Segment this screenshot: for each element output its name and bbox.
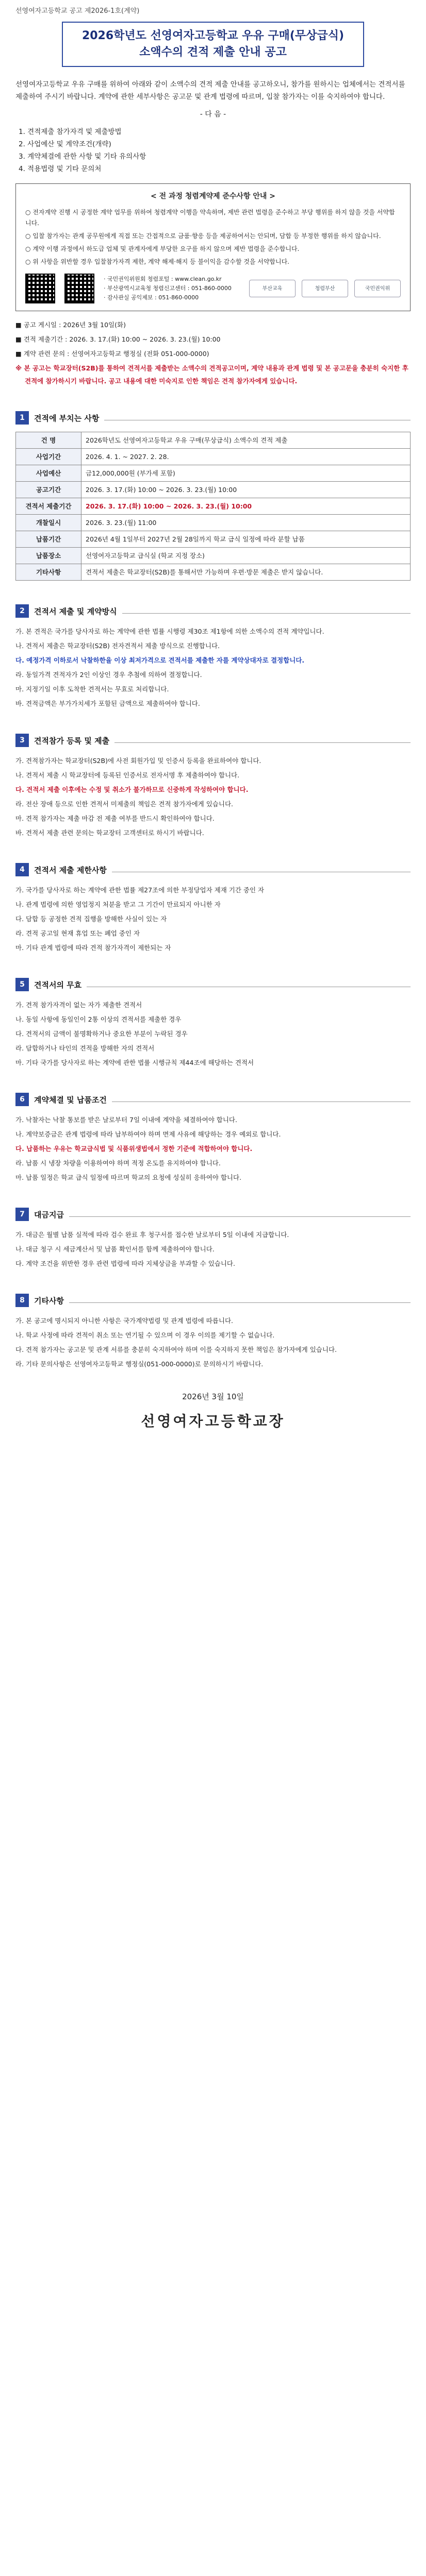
logo-row: [249, 280, 401, 297]
row-value: 2026학년도 선영여자고등학교 우유 구매(무상급식) 소액수의 견적 제출: [81, 432, 411, 449]
section-number: 8: [15, 1294, 29, 1307]
row-value: 금12,000,000원 (부가세 포함): [81, 465, 411, 482]
body-line: 나. 견적서 제출 시 학교장터에 등록된 인증서로 전자서명 후 제출하여야 합니다.: [15, 771, 240, 779]
section-body: [15, 998, 411, 1069]
table-row: [16, 498, 411, 515]
intro-section: [15, 78, 411, 175]
notice-number: 선영여자고등학교 공고 제2026-1호(계약): [15, 7, 140, 15]
intro-list: [15, 126, 411, 175]
section-6: [15, 1093, 411, 1184]
section-7: [15, 1208, 411, 1270]
link-list: [104, 275, 232, 302]
link-item: · 부산광역시교육청 청렴신고센터 : 051-860-0000: [104, 285, 232, 292]
row-value: 견적서 제출은 학교장터(S2B)를 통해서만 가능하며 우편·방문 제출은 받지 않습니다.: [81, 564, 411, 581]
row-key: 개찰일시: [16, 515, 81, 531]
notice-paragraph: ○ 입찰 참가자는 관계 공무원에게 직접 또는 간접적으로 금품·향응 등을 제공하여서는 안되며, 담합 등 부정한 행위를 하지 않습니다.: [25, 232, 381, 240]
section-title: 견적서 제출 및 계약방식: [34, 606, 117, 616]
body-line: 마. 견적 참가자는 제출 마감 전 제출 여부를 반드시 확인하여야 합니다.: [15, 815, 215, 822]
body-line: 다. 계약 조건을 위반한 경우 관련 법령에 따라 지체상금을 부과할 수 있습니다.: [15, 1260, 235, 1267]
table-row: [16, 531, 411, 548]
body-line: 다. 납품하는 우유는 학교급식법 및 식품위생법에서 정한 기준에 적합하여야 합니다.: [15, 1145, 253, 1153]
section-body: [15, 754, 411, 839]
body-line: 라. 전산 장애 등으로 인한 견적서 미제출의 책임은 견적 참가자에게 있습니다.: [15, 800, 234, 808]
body-line: 마. 지정기일 이후 도착한 견적서는 무효로 처리합니다.: [15, 685, 169, 693]
row-key: 건 명: [16, 432, 81, 449]
body-line: 바. 견적서 제출 관련 문의는 학교장터 고객센터로 하시기 바랍니다.: [15, 829, 204, 837]
body-line: 가. 대금은 월별 납품 실적에 따라 검수 완료 후 청구서를 접수한 날로부터 5일 이내에 지급합니다.: [15, 1231, 289, 1239]
row-key: 사업예산: [16, 465, 81, 482]
section-header: [15, 1093, 411, 1106]
school-name: 선영여자고등학교장: [141, 1413, 285, 1430]
body-line: 다. 견적서 제출 이후에는 수정 및 취소가 불가하므로 신중하게 작성하여야 합니다.: [15, 786, 249, 793]
section-header: [15, 1294, 411, 1307]
section-title: 견적에 부치는 사항: [34, 413, 100, 423]
body-line: 마. 기타 관계 법령에 따라 견적 참가자격이 제한되는 자: [15, 944, 171, 952]
notice-paragraph: ○ 계약 이행 과정에서 하도급 업체 및 관계자에게 부당한 요구를 하지 않으며 제반 법령을 준수합니다.: [25, 245, 300, 252]
row-key: 납품장소: [16, 548, 81, 564]
body-line: 가. 낙찰자는 낙찰 통보를 받은 날로부터 7일 이내에 계약을 체결하여야 합니다.: [15, 1116, 237, 1124]
body-line: 가. 본 견적은 국가를 당사자로 하는 계약에 관한 법률 시행령 제30조 제1항에 의한 소액수의 견적 계약입니다.: [15, 628, 324, 635]
section-title: 기타사항: [34, 1296, 64, 1306]
body-line: 라. 기타 문의사항은 선영여자고등학교 행정실(051-000-0000)로 문의하시기 바랍니다.: [15, 1360, 264, 1368]
section-title: 계약체결 및 납품조건: [34, 1095, 107, 1105]
section-number: 7: [15, 1208, 29, 1221]
qr-row: [25, 274, 401, 303]
intro-center: - 다 음 -: [200, 110, 226, 118]
section-number: 5: [15, 978, 29, 991]
link-item[interactable]: · 국민권익위원회 청렴포털 : www.clean.go.kr: [104, 276, 222, 282]
body-line: 나. 관계 법령에 의한 영업정지 처분을 받고 그 기간이 만료되지 아니한 자: [15, 901, 221, 908]
table-row: [16, 449, 411, 465]
section-1: [15, 411, 411, 581]
body-line: 나. 계약보증금은 관계 법령에 따라 납부하여야 하며 면제 사유에 해당하는 경우 예외로 합니다.: [15, 1130, 281, 1138]
body-line: 라. 견적 공고일 현재 휴업 또는 폐업 중인 자: [15, 929, 140, 937]
row-value: 2026. 3. 17.(화) 10:00 ~ 2026. 3. 23.(월) 10:00: [81, 498, 411, 515]
body-line: 나. 동일 사항에 동일인이 2통 이상의 견적서를 제출한 경우: [15, 1015, 182, 1023]
notes-section: [15, 318, 411, 387]
body-line: 가. 견적참가자는 학교장터(S2B)에 사전 회원가입 및 인증서 등록을 완료하여야 합니다.: [15, 757, 261, 765]
body-line: 다. 견적 참가자는 공고문 및 관계 서류를 충분히 숙지하여야 하며 이를 숙지하지 못한 책임은 참가자에게 있습니다.: [15, 1346, 337, 1353]
body-line: 다. 담합 등 공정한 견적 집행을 방해한 사실이 있는 자: [15, 915, 167, 923]
section-body: [15, 1228, 411, 1270]
logo: 부산교육: [249, 280, 296, 297]
body-line: 가. 국가를 당사자로 하는 계약에 관한 법률 제27조에 의한 부정당업자 제재 기간 중인 자: [15, 886, 265, 894]
integrity-notice-box: [15, 183, 411, 311]
table-row: [16, 482, 411, 498]
notice-date: 2026년 3월 10일: [182, 1392, 244, 1401]
title-box: [62, 22, 364, 67]
intro-item: 4. 적용법령 및 기타 문의처: [19, 165, 102, 173]
section-header: [15, 604, 411, 618]
intro-item: 1. 견적제출 참가자격 및 제출방법: [19, 128, 122, 136]
body-line: 라. 담합하거나 타인의 견적을 방해한 자의 견적서: [15, 1044, 155, 1052]
divider: [122, 613, 411, 614]
qr-code-icon[interactable]: [64, 274, 94, 303]
intro-item: 3. 계약체결에 관한 사항 및 기타 유의사항: [19, 152, 146, 161]
section-body: [15, 625, 411, 710]
info-table: [15, 432, 411, 581]
body-line: 라. 동일가격 견적자가 2인 이상인 경우 추첨에 의하여 결정합니다.: [15, 671, 202, 679]
body-line: 가. 본 공고에 명시되지 아니한 사항은 국가계약법령 및 관계 법령에 따릅니다.: [15, 1317, 234, 1325]
section-header: [15, 734, 411, 747]
section-title: 대금지급: [34, 1210, 64, 1219]
note-item: ■ 견적 제출기간 : 2026. 3. 17.(화) 10:00 ~ 2026. 3. 23.(월) 10:00: [15, 335, 221, 343]
section-body: [15, 1113, 411, 1184]
divider: [69, 1302, 411, 1303]
body-line: 마. 기타 국가를 당사자로 하는 계약에 관한 법률 시행규칙 제44조에 해당하는 견적서: [15, 1059, 254, 1066]
body-line: 라. 납품 시 냉장 차량을 이용하여야 하며 적정 온도를 유지하여야 합니다.: [15, 1159, 221, 1167]
intro-item: 2. 사업예산 및 계약조건(개략): [19, 140, 111, 148]
body-line: 바. 견적금액은 부가가치세가 포함된 금액으로 제출하여야 합니다.: [15, 700, 200, 707]
body-line: 나. 학교 사정에 따라 견적이 취소 또는 연기될 수 있으며 이 경우 이의를 제기할 수 없습니다.: [15, 1331, 275, 1339]
section-2: [15, 604, 411, 710]
row-key: 사업기간: [16, 449, 81, 465]
qr-code-icon[interactable]: [25, 274, 55, 303]
section-number: 1: [15, 411, 29, 425]
page-subtitle: 소액수의 견적 제출 안내 공고: [139, 46, 287, 59]
section-4: [15, 863, 411, 954]
section-number: 6: [15, 1093, 29, 1106]
table-row: [16, 432, 411, 449]
table-row: [16, 564, 411, 581]
table-row: [16, 548, 411, 564]
page-title: 2026학년도 선영여자고등학교 우유 구매(무상급식): [81, 29, 345, 42]
note-item: ■ 공고 게시일 : 2026년 3월 10일(화): [15, 321, 126, 329]
row-value: 2026. 3. 17.(화) 10:00 ~ 2026. 3. 23.(월) 10:00: [81, 482, 411, 498]
note-item: ■ 계약 관련 문의 : 선영여자고등학교 행정실 (전화 051-000-0000): [15, 350, 209, 358]
body-line: 다. 견적서의 금액이 불명확하거나 중요한 부분이 누락된 경우: [15, 1030, 188, 1038]
row-key: 납품기간: [16, 531, 81, 548]
logo: 국민권익위: [354, 280, 401, 297]
body-line: 나. 견적서 제출은 학교장터(S2B) 전자견적서 제출 방식으로 진행합니다.: [15, 642, 220, 650]
body-line: 다. 예정가격 이하로서 낙찰하한율 이상 최저가격으로 견적서를 제출한 자를 계약상대자로 결정합니다.: [15, 656, 305, 664]
logo: 청렴부산: [302, 280, 348, 297]
section-number: 3: [15, 734, 29, 747]
note-remark: ※ 본 공고는 학교장터(S2B)를 통하여 견적서를 제출받는 소액수의 견적공고이며, 계약 내용과 관계 법령 및 본 공고문을 충분히 숙지한 후 견적에 참가하시기 바랍니다. 공고 내용에 대한 미숙지로 인한 책임은 견적 참가자에게 있습니다.: [15, 364, 408, 385]
row-key: 공고기간: [16, 482, 81, 498]
section-header: [15, 1208, 411, 1221]
row-value: 2026. 4. 1. ~ 2027. 2. 28.: [81, 449, 411, 465]
section-body: [15, 884, 411, 954]
section-header: [15, 411, 411, 425]
divider: [69, 1216, 411, 1217]
section-number: 4: [15, 863, 29, 876]
section-3: [15, 734, 411, 839]
section-number: 2: [15, 604, 29, 618]
row-value: 선영여자고등학교 급식실 (학교 지정 장소): [81, 548, 411, 564]
section-title: 견적참가 등록 및 제출: [34, 736, 110, 745]
notice-paragraph: ○ 위 사항을 위반할 경우 입찰참가자격 제한, 계약 해제·해지 등 불이익을 감수할 것을 서약합니다.: [25, 258, 290, 265]
table-row: [16, 465, 411, 482]
section-8: [15, 1294, 411, 1370]
body-line: 나. 대금 청구 시 세금계산서 및 납품 확인서를 함께 제출하여야 합니다.: [15, 1245, 215, 1253]
notice-title: < 전 과정 청렴계약제 준수사항 안내 >: [150, 192, 276, 200]
section-header: [15, 863, 411, 876]
notice-paragraph: ○ 전자계약 진행 시 공정한 계약 업무를 위하여 청렴계약 이행을 약속하며, 제반 관련 법령을 준수하고 부당 행위를 하지 않을 것을 서약합니다.: [25, 209, 395, 227]
intro-paragraph: 선영여자고등학교 우유 구매를 위하여 아래와 같이 소액수의 견적 제출 안내를 공고하오니, 참가를 원하시는 업체에서는 견적서를 제출하여 주시기 바랍니다. 계약에 관한 세부사항은 공고문 및 관계 법령에 따르며, 입찰 참가자는 이를 숙지하여야 합니다.: [15, 80, 405, 101]
table-row: [16, 515, 411, 531]
row-key: 기타사항: [16, 564, 81, 581]
row-value: 2026년 4월 1일부터 2027년 2월 28일까지 학교 급식 일정에 따라 분할 납품: [81, 531, 411, 548]
section-header: [15, 978, 411, 991]
divider: [114, 742, 411, 743]
body-line: 가. 견적 참가자격이 없는 자가 제출한 견적서: [15, 1001, 142, 1009]
section-title: 견적서 제출 제한사항: [34, 865, 107, 875]
divider: [112, 1101, 411, 1102]
row-key: 견적서 제출기간: [16, 498, 81, 515]
link-item: · 감사관실 공익제보 : 051-860-0000: [104, 294, 199, 301]
row-value: 2026. 3. 23.(월) 11:00: [81, 515, 411, 531]
section-title: 견적서의 무효: [34, 980, 82, 990]
body-line: 마. 납품 일정은 학교 급식 일정에 따르며 학교의 요청에 성실히 응하여야 합니다.: [15, 1174, 242, 1181]
section-5: [15, 978, 411, 1069]
section-body: [15, 1314, 411, 1370]
